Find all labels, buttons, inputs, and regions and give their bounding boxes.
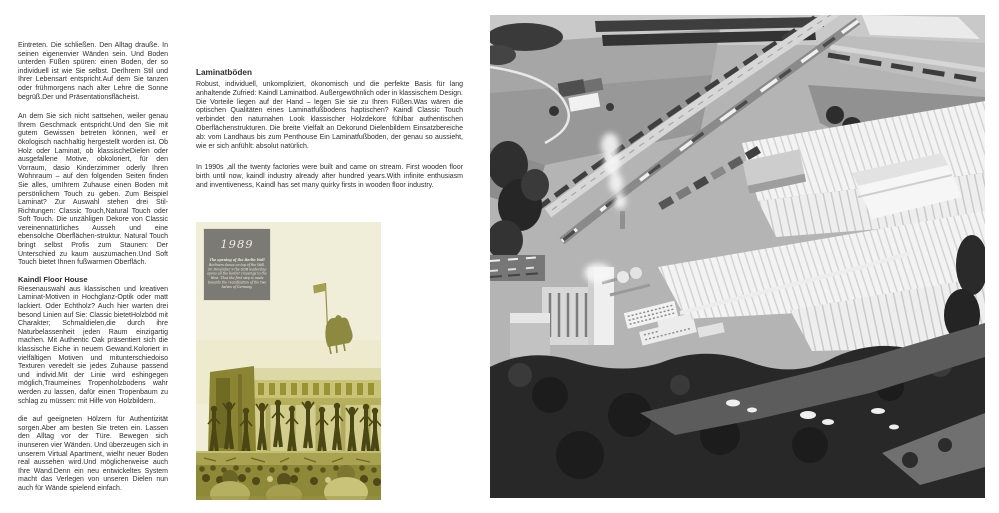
body-paragraph: An dem Sie sich nicht sattsehen, weiler genau Ihrem Geschmack entspricht.Und den Sie mit gutem Gewissen betreten können, weil er ökologisch nachhaltig hergestellt worden ist. Ob Holz oder Laminat, ob klassischeDielen oder ausgefallene Motive, obkoloriert, für den Vorraum, dasio Kinderzimmer oderly Ihren Wohnraum – auf den folgenden Seiten finden Sie alles, umIhrem Zuhause einen Boden mit persönlichem Touch zu geben. Zum Beispiel Laminat? Zur Auswahl stehen drei Stil-Richtungen: Classic Touch,Natural Touch oder Soft Touch. Die unzähligen Dekore von Classic vereinennatürliches Ausseh und eine ebensolche Oberflächen-struktur. Natural Touch bringt selbst Profis zum Staunen: Der Unterschied zu kaum auszumachen.Und Soft Touch bietet Ihnen fußwarmen Oberfläch.: [18, 113, 168, 267]
caption-text: [207, 258, 267, 289]
body-paragraph: die auf geeigneten Hölzern für Authentizität sorgen.Aber am besten Sie treten ein. Lassen den Alltag vor der Türe. Bewegen sich inunseren vier Wänden. Und überzeugen sich in unserem Virtual Apartment, wielhr neuer Boden real aussehen wird.Und möglicherweise auch Ihre Wand.Denn ein neu entwickeltes System macht das Verlegen von unseren Dielen nun auch für Wände spielend einfach.: [18, 416, 168, 492]
caption-title: The opening of the Berlin Wall: [209, 258, 265, 262]
aerial-factory-photo: [490, 15, 985, 498]
left-text-column: [18, 42, 168, 494]
body-paragraph: Riesenauswahl aus klassischen und kreativen Laminat-Motiven in Hochglanz-Optik oder matt lackiert. Oder Echtholz? Auch hier warten drei besond Linien auf Sie: Classic bietetHolzböd mit Charakter; Schmaldielen,die durch ihre Naturbelassenheit jeden Raum einzigartig machen. Mit Authentic Oak präsentiert sich die klassische Eiche in neuem Gewand.Koloriert in vielfältigen Motiven und mitunterschiedoiso Texturen veredelt sie jedes Zuhause passend und individ.Mit der Linie wird eshingegen möglich,Traumeines Tropenholzbodens wahr werden zu lassen, dafür einen Tropenbaum zu schlag zu müssen: mit Hilfe von Holzbildern.: [18, 285, 168, 405]
caption-body: Berliners dance on top of the Wall. On November 9 the GDR leadership opens all the border crossings to the West. Thus the first step is made towards the reunification of the two halves of Germany.: [207, 262, 267, 289]
laminatboeden-heading: Laminatböden: [196, 68, 252, 77]
kaindl-floor-house-heading: Kaindl Floor House: [18, 274, 88, 284]
body-paragraph: In 1990s ,all the twenty factories were built and came on stream. First wooden floor birth until now, kaindl industry already after hundred years.With infinite enthusiasm and inventiveness, Kaindl has set many quirky firsts in wooden floor industry.: [196, 164, 463, 189]
aerial-factory-art: [490, 15, 985, 498]
body-paragraph: Eintreten. Die schließen. Den Alltag drauße. In seinen eigenenvier Wänden sein. Und Boden unterden Füßen spüren: einen Boden, der so individuell ist wie Sie selbst. Derlhrem Stil und Ihrer Lebensart entspricht.Auf dem Sie tanzen oder frühmorgens nach alter Lehre die Sonne begrüß.Der und Präsentationsflächeist.: [18, 42, 168, 101]
body-paragraph: Robust, individuell, unkompliziert, ökonomisch und die perfekte Basis für lang anhaltende Zufried: Kaindl Laminatbod. Außergewöhnlich oder in klassischem Design. Die Vorteile liegen auf der Hand – legen Sie sie zu Ihren Füßen.Was wären die optischen Qualitäten eines Laminatfußbodens haptischen? Kaindl Classic Touch verbindet den naturnahen Look klassischer Holzdekore fühlbar authentischen Oberflächenstrukturen. Die breite Vielfalt an Dekorund Dielenbildern Einsatzbereiche ab: vom Landhaus bis zum Penthouse Ein Laminatfußboden, der genau so aussieht, wie er sich anfühlt: absolut natürlich.: [196, 81, 463, 150]
middle-text-column: [196, 68, 463, 191]
year-label: 1989: [220, 237, 254, 251]
berlin-wall-1989-photo: [196, 222, 381, 500]
year-caption-box: [204, 229, 270, 300]
